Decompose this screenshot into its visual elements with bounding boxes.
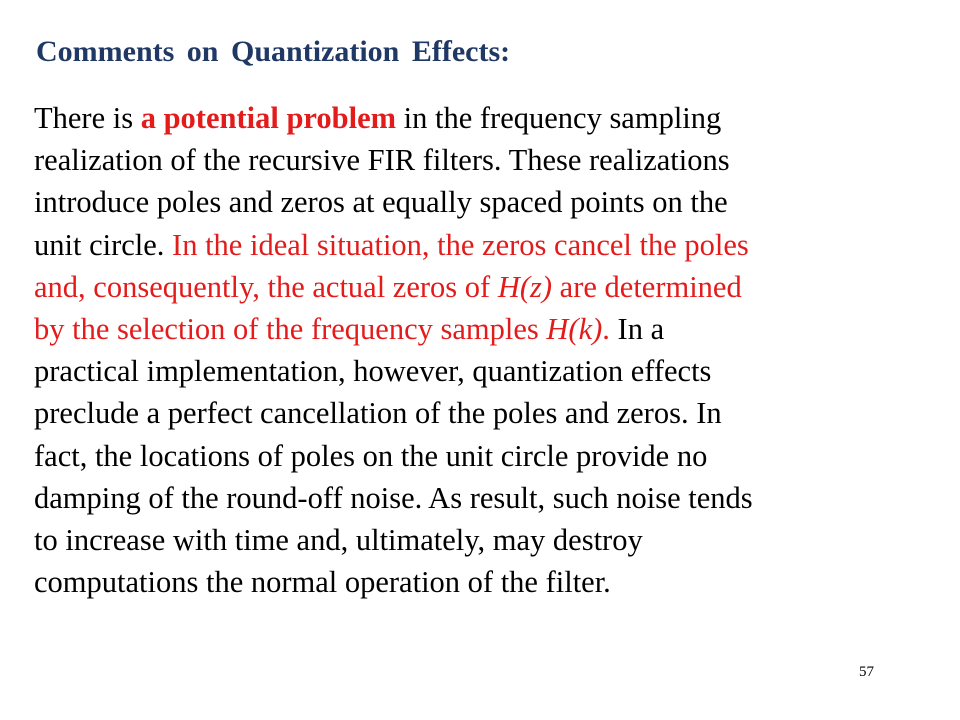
emphasis-potential-problem: a potential problem — [140, 101, 397, 135]
text-line — [34, 308, 934, 350]
text-line — [34, 224, 934, 266]
emphasis-run: and, consequently, the actual zeros of — [34, 269, 498, 304]
text-line: damping of the round-off noise. As result, such noise tends — [34, 480, 753, 515]
text-line: computations the normal operation of the filter. — [34, 565, 611, 600]
slide-title: Comments on Quantization Effects: — [36, 35, 511, 68]
text-line — [34, 266, 934, 308]
text-line: introduce poles and zeros at equally spaced points on the — [34, 185, 728, 220]
emphasis-run: by the selection of the frequency samples — [34, 312, 547, 347]
body-paragraph — [34, 97, 934, 603]
formula-h-of-z: H(z) — [497, 269, 553, 304]
text-line: preclude a perfect cancellation of the poles and zeros. In — [34, 396, 722, 431]
text-line: fact, the locations of poles on the unit circle provide no — [34, 438, 708, 473]
text-run: unit circle. — [34, 227, 173, 262]
text-run: There is — [34, 101, 141, 135]
emphasis-run: . — [602, 312, 610, 347]
text-run: In a — [609, 312, 665, 347]
text-line: practical implementation, however, quantization effects — [34, 354, 712, 389]
emphasis-run: In the ideal situation, the zeros cancel the poles — [172, 227, 749, 262]
text-line: realization of the recursive FIR filters. These realizations — [34, 143, 730, 178]
formula-h-of-k: H(k) — [546, 312, 603, 347]
emphasis-run: are determined — [552, 269, 742, 304]
text-run: in the frequency sampling — [396, 101, 722, 135]
page-number: 57 — [859, 664, 874, 680]
text-line — [34, 97, 934, 139]
text-line: to increase with time and, ultimately, may destroy — [34, 523, 643, 558]
